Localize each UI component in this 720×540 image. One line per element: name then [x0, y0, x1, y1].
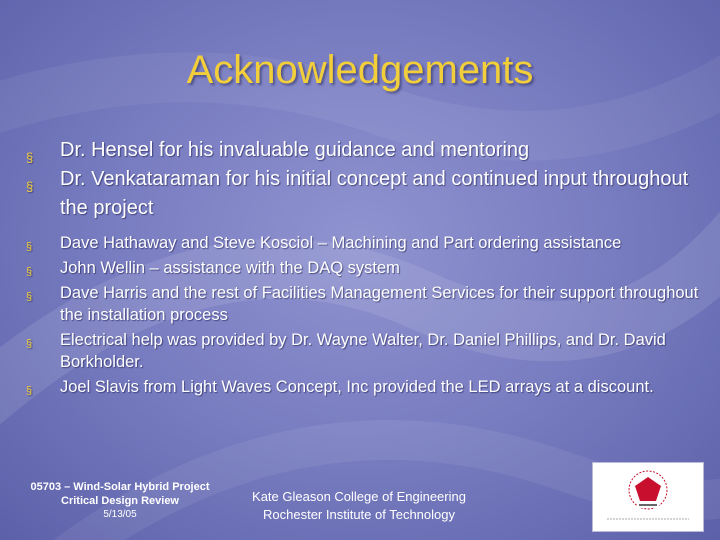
list-item-text: Dave Harris and the rest of Facilities Management Services for their support throughout the installation process [60, 284, 699, 324]
footer-date: 5/13/05 [103, 509, 137, 520]
senior-design-logo-icon [593, 463, 703, 531]
list-item-text: Joel Slavis from Light Waves Concept, Inc provided the LED arrays at a discount. [60, 378, 654, 396]
list-item [26, 376, 706, 398]
primary-acknowledgements [26, 136, 706, 223]
list-item [26, 136, 706, 165]
footer-institution [228, 488, 490, 524]
list-item [26, 282, 706, 326]
bullet-icon: § [26, 179, 34, 194]
list-item-text: Dr. Hensel for his invaluable guidance and mentoring [60, 139, 530, 161]
senior-design-logo [592, 462, 704, 532]
bullet-icon: § [26, 266, 33, 278]
list-item-text: John Wellin – assistance with the DAQ system [60, 259, 400, 277]
secondary-acknowledgements [26, 232, 706, 401]
list-item-text: Dave Hathaway and Steve Kosciol – Machining and Part ordering assistance [60, 234, 622, 252]
bullet-icon: § [26, 291, 33, 303]
footer-review-name: Critical Design Review [61, 495, 179, 507]
bullet-icon: § [26, 150, 34, 165]
footer-college: Kate Gleason College of Engineering [252, 489, 466, 504]
bullet-icon: § [26, 241, 33, 253]
list-item-text: Electrical help was provided by Dr. Wayne Walter, Dr. Daniel Phillips, and Dr. David Borkholder. [60, 331, 666, 371]
list-item [26, 329, 706, 373]
bullet-icon: § [26, 338, 33, 350]
footer-project-info [10, 480, 230, 522]
footer-institute: Rochester Institute of Technology [263, 507, 455, 522]
slide-title: Acknowledgements [186, 48, 534, 92]
list-item-text: Dr. Venkataraman for his initial concept and continued input throughout the project [60, 168, 689, 219]
list-item [26, 257, 706, 279]
list-item [26, 232, 706, 254]
bullet-icon: § [26, 385, 33, 397]
footer-project-name: 05703 – Wind-Solar Hybrid Project [30, 481, 210, 493]
list-item [26, 165, 706, 223]
